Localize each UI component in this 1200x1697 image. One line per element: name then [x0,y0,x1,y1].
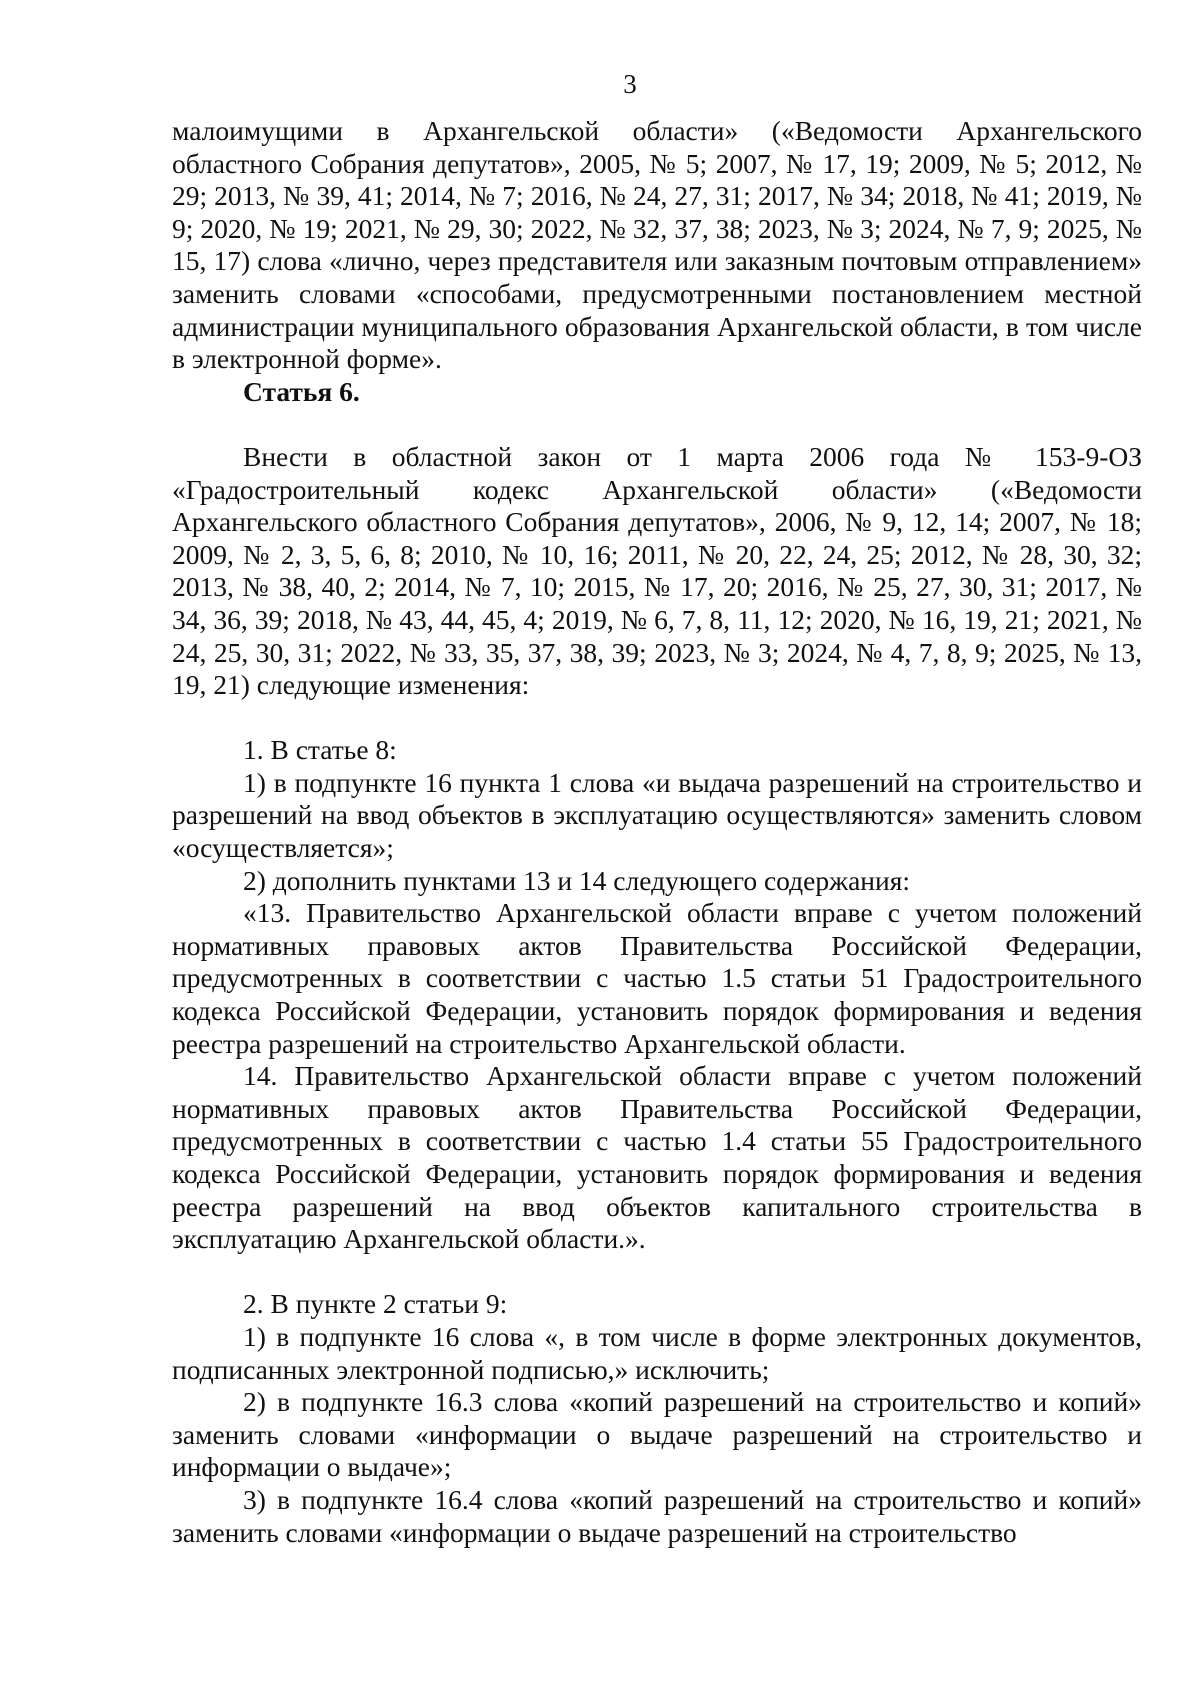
paragraph-point-14: 14. Правительство Архангельской области вправе с учетом положений нормативных правовых актов Правительства Российской Федерации, предусмотренных в соответствии с частью 1.4 статьи 55 Градостроительного кодекса Российской Федерации, установить порядок формирования и ведения реестра разрешений на ввод объектов капитального строительства в эксплуатацию Архангельской области.». [172,1060,1142,1255]
paragraph-subitem-2-3: 3) в подпункте 16.4 слова «копий разрешений на строительство и копий» заменить словами «информации о выдаче разрешений на строительство [172,1483,1142,1548]
paragraph-point-13: «13. Правительство Архангельской области вправе с учетом положений нормативных правовых актов Правительства Российской Федерации, предусмотренных в соответствии с частью 1.5 статьи 51 Градостроительного кодекса Российской Федерации, установить порядок формирования и ведения реестра разрешений на строительство Архангельской области. [172,897,1142,1059]
paragraph-subitem-2-2: 2) в подпункте 16.3 слова «копий разрешений на строительство и копий» заменить словами «информации о выдаче разрешений на строительство и информации о выдаче»; [172,1386,1142,1483]
article-heading: Статья 6. [243,375,360,407]
document-body [172,115,1142,1549]
paragraph-subitem-1-2: 2) дополнить пунктами 13 и 14 следующего содержания: [243,864,910,896]
paragraph-item-2: 2. В пункте 2 статьи 9: [243,1288,508,1320]
paragraph-continuation: малоимущими в Архангельской области» («Ведомости Архангельского областного Собрания депутатов», 2005, № 5; 2007, № 17, 19; 2009, № 5; 2012, № 29; 2013, № 39, 41; 2014, № 7; 2016, № 24, 27, 31; 2017, № 34; 2018, № 41; 2019, № 9; 2020, № 19; 2021, № 29, 30; 2022, № 32, 37, 38; 2023, № 3; 2024, № 7, 9; 2025, № 15, 17) слова «лично, через представителя или заказным почтовым отправлением» заменить словами «способами, предусмотренными постановлением местной администрации муниципального образования Архангельской области, в том числе в электронной форме». [172,115,1142,375]
paragraph-item-1: 1. В статье 8: [243,734,397,766]
paragraph-amendment-intro: Внести в областной закон от 1 марта 2006 года № 153-9-ОЗ «Градостроительный кодекс Архангельской области» («Ведомости Архангельского областного Собрания депутатов», 2006, № 9, 12, 14; 2007, № 18; 2009, № 2, 3, 5, 6, 8; 2010, № 10, 16; 2011, № 20, 22, 24, 25; 2012, № 28, 30, 32; 2013, № 38, 40, 2; 2014, № 7, 10; 2015, № 17, 20; 2016, № 25, 27, 30, 31; 2017, № 34, 36, 39; 2018, № 43, 44, 45, 4; 2019, № 6, 7, 8, 11, 12; 2020, № 16, 19, 21; 2021, № 24, 25, 30, 31; 2022, № 33, 35, 37, 38, 39; 2023, № 3; 2024, № 4, 7, 8, 9; 2025, № 13, 19, 21) следующие изменения: [172,440,1142,701]
page-number: 3 [623,69,637,99]
paragraph-subitem-2-1: 1) в подпункте 16 слова «, в том числе в форме электронных документов, подписанных электронной подписью,» исключить; [172,1320,1142,1385]
paragraph-subitem-1-1: 1) в подпункте 16 пункта 1 слова «и выдача разрешений на строительство и разрешений на ввод объектов в эксплуатацию осуществляются» заменить словом «осуществляется»; [172,766,1142,864]
